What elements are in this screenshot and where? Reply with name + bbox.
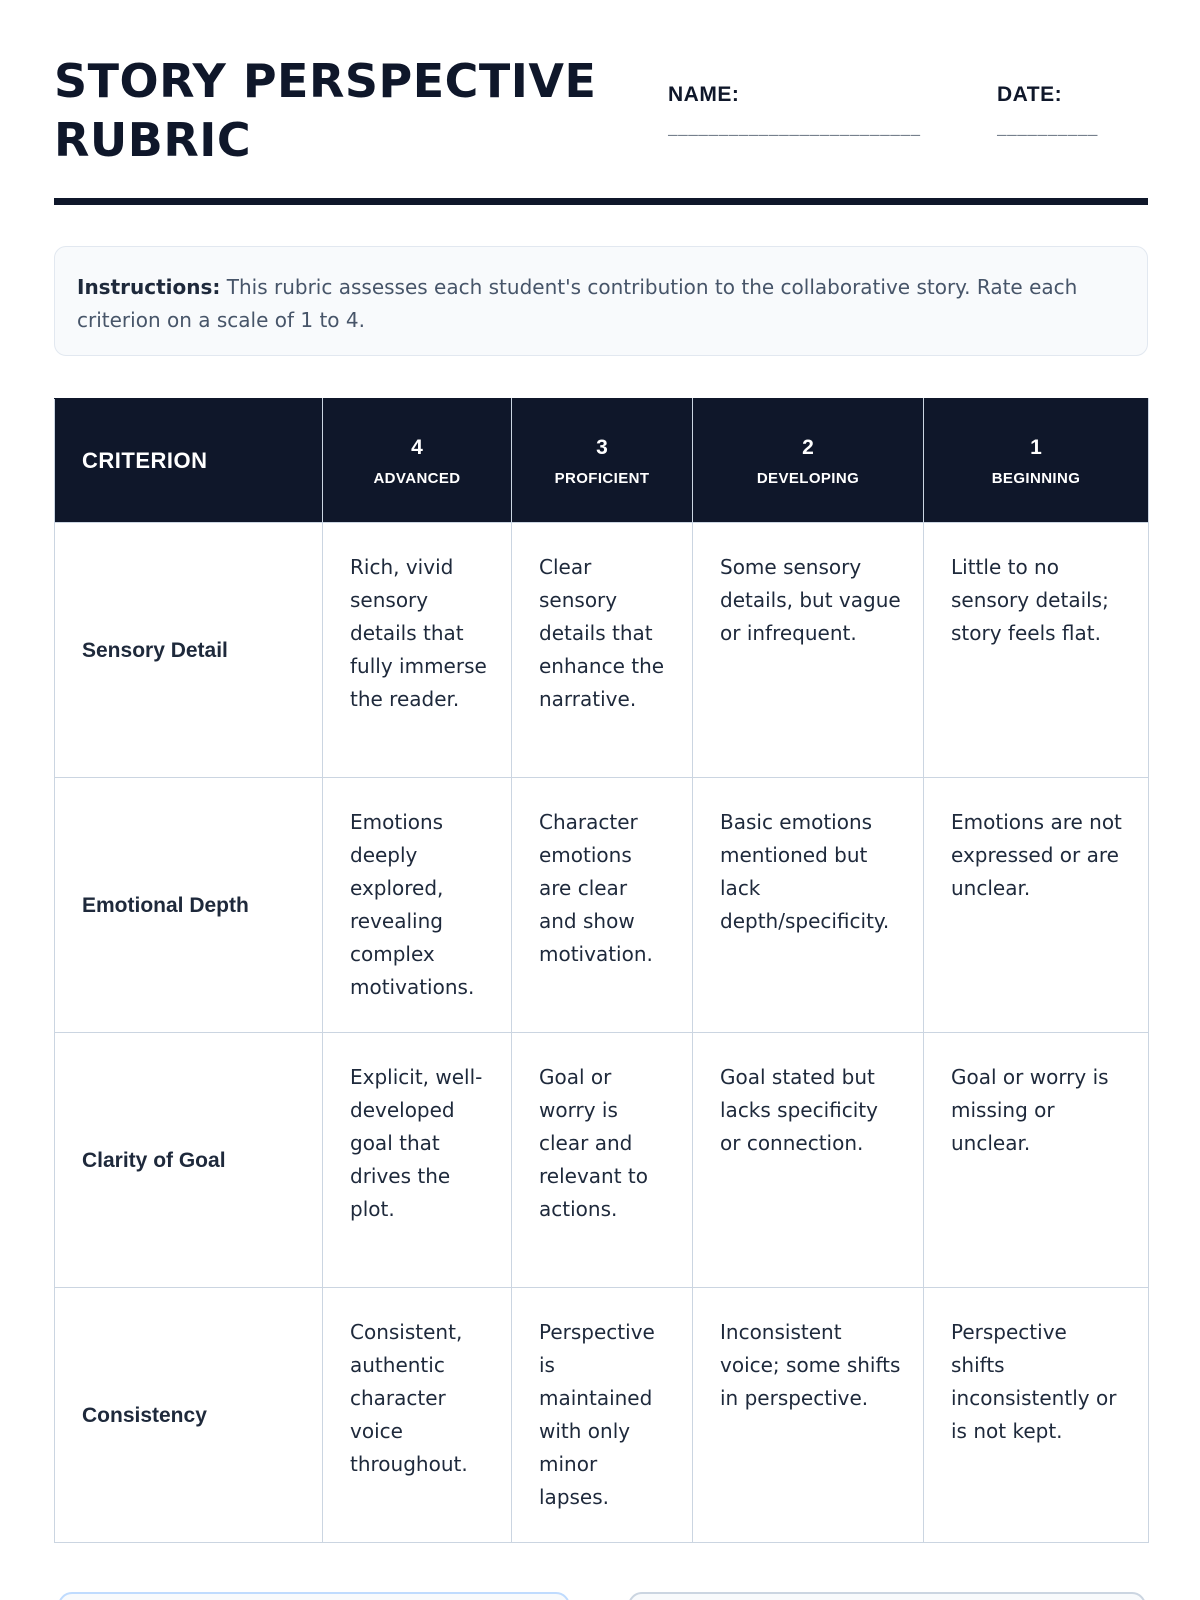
page-title <box>54 52 634 170</box>
level-label: BEGINNING <box>991 470 1081 487</box>
descriptor-cell: Character emotions are clear and show motivation. <box>512 778 693 1033</box>
name-blank-line[interactable]: _________________________ <box>668 121 921 139</box>
descriptor-cell: Some sensory details, but vague or infrequent. <box>693 523 924 778</box>
descriptor-cell: Goal or worry is clear and relevant to actions. <box>512 1033 693 1288</box>
rubric-row-sensory-detail <box>55 523 1149 778</box>
date-field[interactable] <box>997 80 1098 140</box>
level-score: 1 <box>1030 436 1042 459</box>
descriptor-cell: Perspective is maintained with only minor lapses. <box>512 1288 693 1543</box>
rubric-table <box>54 398 1149 1543</box>
rubric-header <box>55 399 1149 523</box>
name-field[interactable] <box>668 80 921 140</box>
instructions-text: This rubric assesses each student's contribution to the collaborative story. Rate each criterion on a scale of 1 to 4. <box>77 275 1078 332</box>
criterion-name: Sensory Detail <box>55 523 323 778</box>
level-label: PROFICIENT <box>554 470 650 487</box>
page-header <box>54 52 1148 206</box>
descriptor-cell: Clear sensory details that enhance the narrative. <box>512 523 693 778</box>
descriptor-cell: Explicit, well-developed goal that drives the plot. <box>323 1033 512 1288</box>
descriptor-cell: Basic emotions mentioned but lack depth/specificity. <box>693 778 924 1033</box>
descriptor-cell: Inconsistent voice; some shifts in perspective. <box>693 1288 924 1543</box>
descriptor-cell: Consistent, authentic character voice throughout. <box>323 1288 512 1543</box>
level-label: ADVANCED <box>373 470 461 487</box>
title-line-1: STORY PERSPECTIVE <box>54 54 597 108</box>
level-score: 3 <box>596 436 608 459</box>
level-header-advanced <box>323 399 512 523</box>
rubric-row-emotional-depth <box>55 778 1149 1033</box>
criterion-name: Clarity of Goal <box>55 1033 323 1288</box>
instructions-lead: Instructions: <box>77 275 221 299</box>
descriptor-cell: Little to no sensory details; story feels flat. <box>924 523 1149 778</box>
date-blank-line[interactable]: __________ <box>997 121 1099 139</box>
rubric-row-clarity-of-goal <box>55 1033 1149 1288</box>
descriptor-cell: Goal or worry is missing or unclear. <box>924 1033 1149 1288</box>
instructions-box <box>54 246 1148 356</box>
descriptor-cell: Emotions are not expressed or are unclear. <box>924 778 1149 1033</box>
level-score: 2 <box>802 436 814 459</box>
rubric-row-consistency <box>55 1288 1149 1543</box>
descriptor-cell: Perspective shifts inconsistently or is not kept. <box>924 1288 1149 1543</box>
name-label: NAME: <box>668 83 740 106</box>
descriptor-cell: Goal stated but lacks specificity or connection. <box>693 1033 924 1288</box>
footer-card-right <box>628 1592 1146 1600</box>
header-divider <box>54 198 1148 205</box>
title-line-2: RUBRIC <box>54 113 252 167</box>
descriptor-cell: Emotions deeply explored, revealing complex motivations. <box>323 778 512 1033</box>
level-score: 4 <box>411 436 423 459</box>
level-header-beginning <box>924 399 1149 523</box>
rubric-header-row <box>55 399 1149 523</box>
date-label: DATE: <box>997 83 1063 106</box>
criterion-name: Consistency <box>55 1288 323 1543</box>
level-header-developing <box>693 399 924 523</box>
criterion-name: Emotional Depth <box>55 778 323 1033</box>
criterion-column-header: CRITERION <box>55 399 323 523</box>
rubric-body <box>55 523 1149 1543</box>
descriptor-cell: Rich, vivid sensory details that fully immerse the reader. <box>323 523 512 778</box>
level-label: DEVELOPING <box>756 470 860 487</box>
footer-card-left <box>58 1592 570 1600</box>
level-header-proficient <box>512 399 693 523</box>
